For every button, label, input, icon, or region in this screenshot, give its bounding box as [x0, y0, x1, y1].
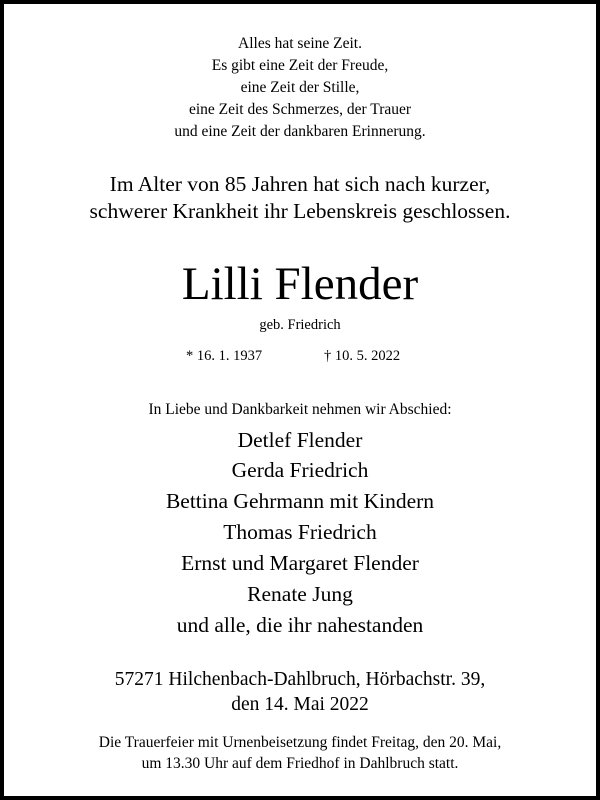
mourner-name: Ernst und Margaret Flender — [181, 551, 419, 575]
mourner-name: Thomas Friedrich — [223, 520, 377, 544]
death-date: † 10. 5. 2022 — [324, 348, 401, 364]
poem-line: und eine Zeit der dankbaren Erinnerung. — [174, 123, 426, 140]
poem-line: Es gibt eine Zeit der Freude, — [211, 57, 389, 74]
date-line: den 14. Mai 2022 — [231, 694, 369, 715]
mourner-name: Bettina Gehrmann mit Kindern — [165, 489, 435, 513]
mourner-name: Renate Jung — [247, 582, 353, 606]
maiden-name: geb. Friedrich — [259, 317, 341, 333]
deceased-name: Lilli Flender — [181, 258, 419, 310]
mourner-name: Gerda Friedrich — [231, 458, 369, 482]
intro-line: Im Alter von 85 Jahren hat sich nach kurzer, — [109, 172, 491, 196]
birth-date: * 16. 1. 1937 — [186, 348, 263, 364]
funeral-line: um 13.30 Uhr auf dem Friedhof in Dahlbruch statt. — [141, 755, 459, 772]
mourner-name: und alle, die ihr nahestanden — [176, 613, 424, 637]
poem-line: eine Zeit des Schmerzes, der Trauer — [188, 101, 412, 118]
intro-line: schwerer Krankheit ihr Lebenskreis geschlossen. — [89, 199, 511, 223]
life-dates — [4, 346, 596, 366]
farewell-text: In Liebe und Dankbarkeit nehmen wir Abschied: — [148, 401, 452, 418]
poem-line: Alles hat seine Zeit. — [238, 35, 362, 52]
address-line: 57271 Hilchenbach-Dahlbruch, Hörbachstr. 39, — [114, 669, 486, 690]
funeral-line: Die Trauerfeier mit Urnenbeisetzung findet Freitag, den 20. Mai, — [98, 734, 502, 751]
poem-line: eine Zeit der Stille, — [240, 79, 360, 96]
mourner-name: Detlef Flender — [237, 428, 363, 452]
